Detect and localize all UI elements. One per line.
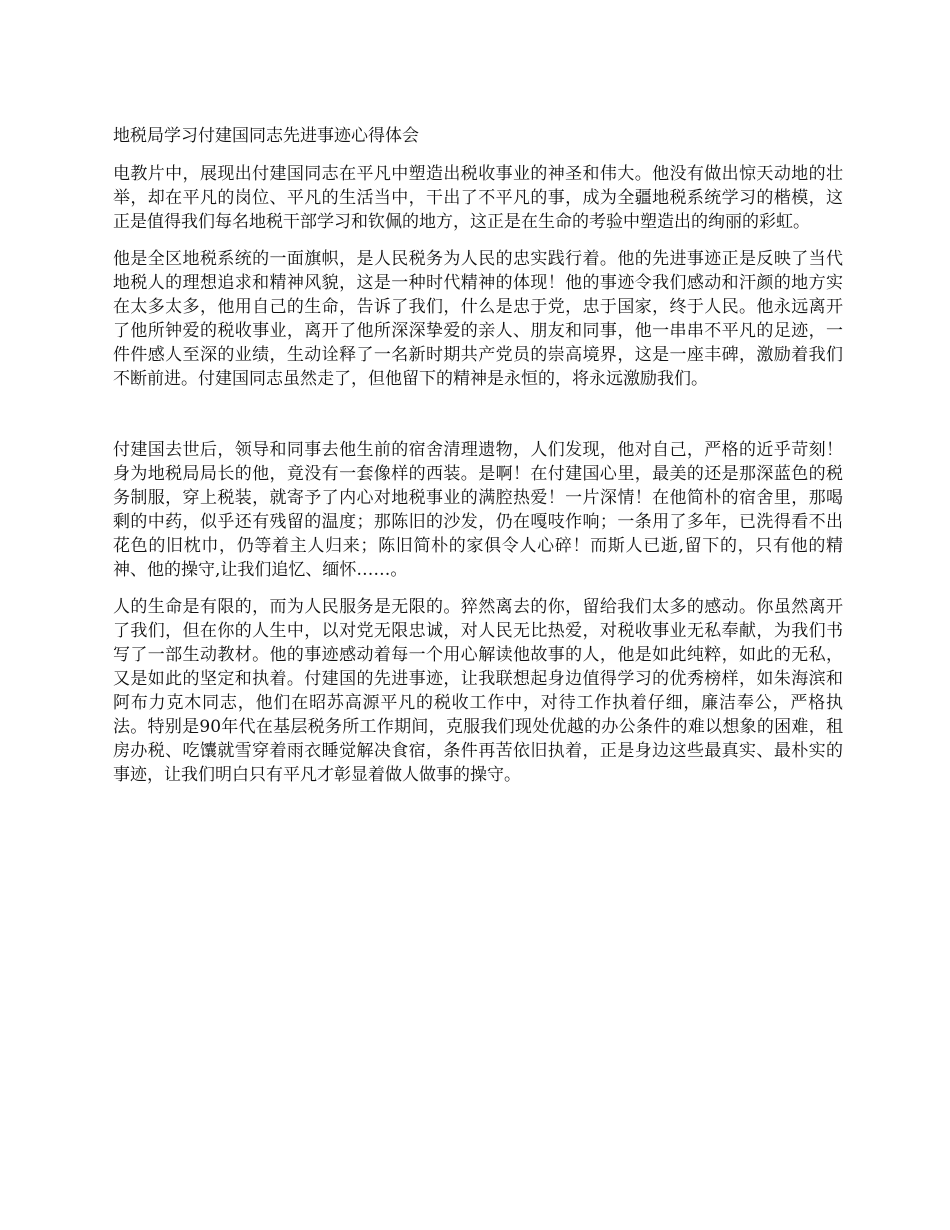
paragraph-3: 付建国去世后，领导和同事去他生前的宿舍清理遗物，人们发现，他对自己，严格的近乎苛刻！身为地税局局长的他，竟没有一套像样的西装。是啊！在付建国心里，最美的还是那深蓝色的税务制服，穿上税装，就寄予了内心对地税事业的满腔热爱！一片深情！在他简朴的宿舍里，那喝剩的中药，似乎还有残留的温度；那陈旧的沙发，仍在嘎吱作响；一条用了多年，已洗得看不出花色的旧枕巾，仍等着主人归来；陈旧简朴的家俱令人心碎！而斯人已逝,留下的，只有他的精神、他的操守,让我们追忆、缅怀……。 [113,440,843,580]
paragraph-4: 人的生命是有限的，而为人民服务是无限的。猝然离去的你，留给我们太多的感动。你虽然离开了我们，但在你的人生中，以对党无限忠诚，对人民无比热爱，对税收事业无私奉献，为我们书写了一部生动教材。他的事迹感动着每一个用心解读他故事的人，他是如此纯粹，如此的无私，又是如此的坚定和执着。付建国的先进事迹，让我联想起身边值得学习的优秀榜样，如朱海滨和阿布力克木同志，他们在昭苏高源平凡的税收工作中，对待工作执着仔细，廉洁奉公，严格执法。特别是90年代在基层税务所工作期间，克服我们现处优越的办公条件的难以想象的困难，租房办税、吃馕就雪穿着雨衣睡觉解决食宿，条件再苦依旧执着，正是身边这些最真实、最朴实的事迹，让我们明白只有平凡才彰显着做人做事的操守。 [113,597,843,785]
paragraph-1: 电教片中，展现出付建国同志在平凡中塑造出税收事业的神圣和伟大。他没有做出惊天动地的壮举，却在平凡的岗位、平凡的生活当中，干出了不平凡的事，成为全疆地税系统学习的楷模，这正是值得我们每名地税干部学习和钦佩的地方，这正是在生命的考验中塑造出的绚丽的彩虹。 [113,164,843,232]
document-page [113,124,843,800]
paragraph-spacer [113,404,843,438]
document-title: 地税局学习付建国同志先进事迹心得体会 [113,126,419,146]
paragraph-2: 他是全区地税系统的一面旗帜，是人民税务为人民的忠实践行着。他的先进事迹正是反映了当代地税人的理想追求和精神风貌，这是一种时代精神的体现！他的事迹令我们感动和汗颜的地方实在太多太多，他用自己的生命，告诉了我们，什么是忠于党，忠于国家，终于人民。他永远离开了他所钟爱的税收事业，离开了他所深深挚爱的亲人、朋友和同事，他一串串不平凡的足迹，一件件感人至深的业绩，生动诠释了一名新时期共产党员的崇高境界，这是一座丰碑，激励着我们不断前进。付建国同志虽然走了，但他留下的精神是永恒的，将永远激励我们。 [113,249,843,389]
